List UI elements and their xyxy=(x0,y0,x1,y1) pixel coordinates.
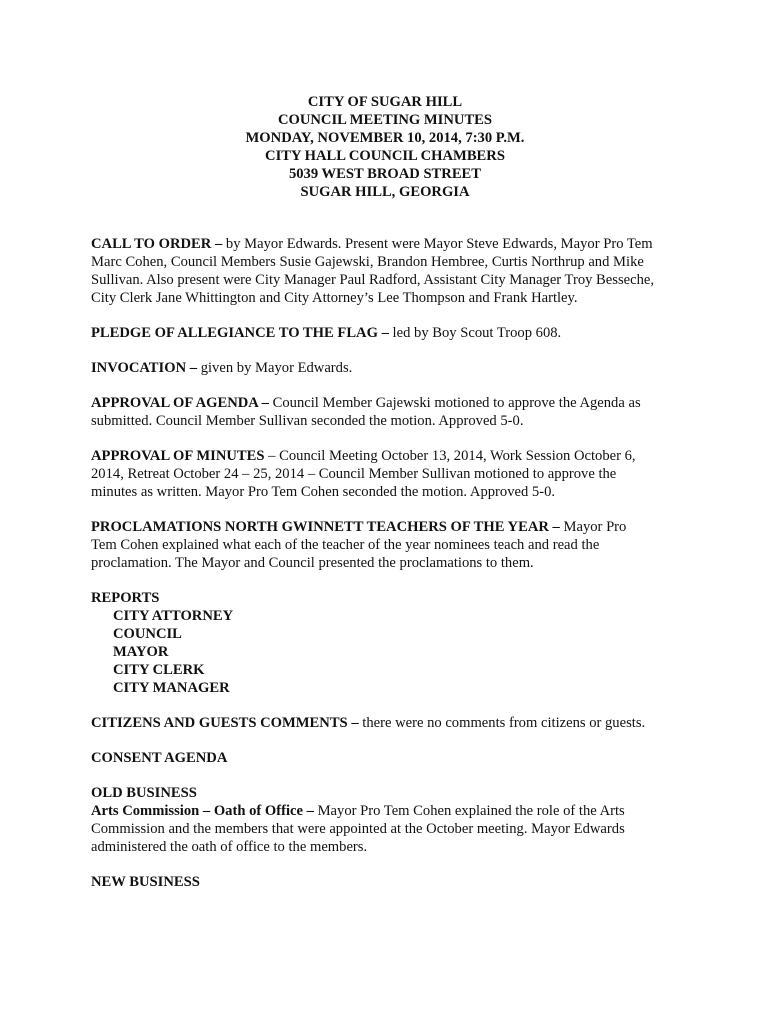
approval-agenda-title: APPROVAL OF AGENDA – xyxy=(91,395,269,411)
pledge-text: led by Boy Scout Troop 608. xyxy=(388,325,562,341)
approval-minutes-text-1: – Council Meeting October 13, 2014, Work Session October 6, xyxy=(264,448,636,464)
invocation-section xyxy=(91,359,691,377)
new-business-section xyxy=(91,873,691,891)
reports-section xyxy=(91,589,691,697)
invocation-text: given by Mayor Edwards. xyxy=(197,360,353,376)
approval-minutes-text-3: minutes as written. Mayor Pro Tem Cohen seconded the motion. Approved 5-0. xyxy=(91,484,556,500)
call-to-order-section xyxy=(91,235,691,307)
citizens-comments-section xyxy=(91,714,691,732)
header-meeting-type: COUNCIL MEETING MINUTES xyxy=(277,112,493,128)
old-business-text-3: administered the oath of office to the members. xyxy=(91,839,368,855)
call-to-order-text-2: Marc Cohen, Council Members Susie Gajewski, Brandon Hembree, Curtis Northrup and Mike xyxy=(91,254,644,270)
report-item-city-clerk: CITY CLERK xyxy=(113,662,205,678)
header-location: CITY HALL COUNCIL CHAMBERS xyxy=(265,148,505,164)
approval-agenda-text-1: Council Member Gajewski motioned to approve the Agenda as xyxy=(268,395,641,411)
new-business-title: NEW BUSINESS xyxy=(91,874,200,890)
old-business-text-1: Mayor Pro Tem Cohen explained the role of the Arts xyxy=(313,803,625,819)
call-to-order-title: CALL TO ORDER – xyxy=(91,236,223,252)
call-to-order-text-1: by Mayor Edwards. Present were Mayor Steve Edwards, Mayor Pro Tem xyxy=(222,236,653,252)
consent-agenda-title: CONSENT AGENDA xyxy=(91,750,228,766)
report-item-mayor: MAYOR xyxy=(113,644,169,660)
proclamations-section xyxy=(91,518,691,572)
report-item-council: COUNCIL xyxy=(113,626,182,642)
old-business-text-2: Commission and the members that were appointed at the October meeting. Mayor Edwards xyxy=(91,821,625,837)
old-business-subtitle: Arts Commission – Oath of Office – xyxy=(91,803,314,819)
report-item-city-manager: CITY MANAGER xyxy=(113,680,230,696)
call-to-order-text-3: Sullivan. Also present were City Manager Paul Radford, Assistant City Manager Troy Besseche, xyxy=(91,272,655,288)
proclamations-text-3: proclamation. The Mayor and Council presented the proclamations to them. xyxy=(91,555,534,571)
header-date: MONDAY, NOVEMBER 10, 2014, 7:30 P.M. xyxy=(245,130,525,146)
old-business-title: OLD BUSINESS xyxy=(91,785,197,801)
approval-minutes-text-2: 2014, Retreat October 24 – 25, 2014 – Council Member Sullivan motioned to approve the xyxy=(91,466,617,482)
consent-agenda-section xyxy=(91,749,691,767)
header-street: 5039 WEST BROAD STREET xyxy=(288,166,482,182)
invocation-title: INVOCATION – xyxy=(91,360,198,376)
proclamations-text-1: Mayor Pro xyxy=(559,519,627,535)
approval-minutes-title: APPROVAL OF MINUTES xyxy=(91,448,265,464)
citizens-comments-text: there were no comments from citizens or guests. xyxy=(358,715,646,731)
old-business-section xyxy=(91,784,691,856)
pledge-title: PLEDGE OF ALLEGIANCE TO THE FLAG – xyxy=(91,325,389,341)
call-to-order-text-4: City Clerk Jane Whittington and City Attorney’s Lee Thompson and Frank Hartley. xyxy=(91,290,578,306)
report-item-city-attorney: CITY ATTORNEY xyxy=(113,608,234,624)
approval-minutes-section xyxy=(91,447,691,501)
pledge-section xyxy=(91,324,691,342)
approval-agenda-section xyxy=(91,394,691,430)
document-header xyxy=(0,93,770,201)
header-city: CITY OF SUGAR HILL xyxy=(307,94,463,110)
citizens-comments-title: CITIZENS AND GUESTS COMMENTS – xyxy=(91,715,359,731)
minutes-body xyxy=(91,235,691,908)
reports-title: REPORTS xyxy=(91,590,160,606)
proclamations-text-2: Tem Cohen explained what each of the teacher of the year nominees teach and read the xyxy=(91,537,600,553)
header-city-state: SUGAR HILL, GEORGIA xyxy=(300,184,470,200)
proclamations-title: PROCLAMATIONS NORTH GWINNETT TEACHERS OF THE YEAR – xyxy=(91,519,560,535)
approval-agenda-text-2: submitted. Council Member Sullivan seconded the motion. Approved 5-0. xyxy=(91,413,524,429)
